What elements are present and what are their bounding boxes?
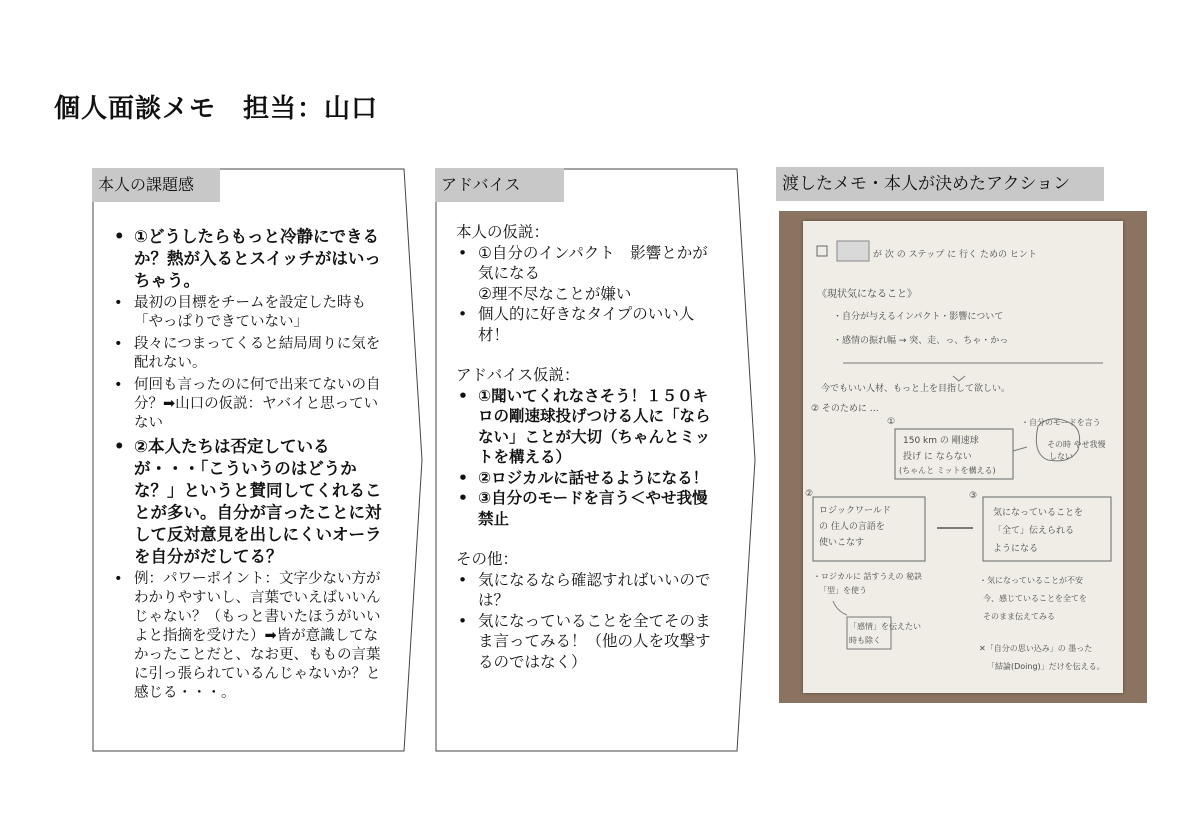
memo-note3-c: そのまま伝えてみる bbox=[983, 612, 1055, 621]
memo-line-5: 今でもいい人材、もっと上を目指して欲しい。 bbox=[821, 384, 1011, 394]
memo-box2-b: の 住人の言語を bbox=[819, 522, 885, 532]
memo-box3-b: 「全て」伝えられる bbox=[993, 526, 1075, 536]
memo-paper bbox=[803, 221, 1123, 693]
memo-note3-a: ・気になっていることが不安 bbox=[979, 576, 1083, 585]
memo-note4-b: 「結論(Doing)」だけを伝える。 bbox=[987, 662, 1105, 671]
memo-checkbox bbox=[817, 246, 827, 256]
memo-box1-c: (ちゃんと ミットを構える) bbox=[899, 466, 996, 475]
memo-note3-b: 今、感じていることを全てを bbox=[983, 594, 1087, 603]
advice-list bbox=[456, 243, 716, 346]
memo-box2-c: 使いこなす bbox=[819, 538, 865, 548]
issue-item: • 段々につまってくると結局周りに気を配れない。 bbox=[112, 335, 388, 373]
memo-note2-d: 時も除く bbox=[849, 636, 881, 645]
advice-item: • ①聞いてくれなさそう！１５０キロの剛速球投げつける人に「ならない」ことが大切（ちゃんとミットを構える） bbox=[456, 386, 716, 468]
memo-line-2: 《現状気になること》 bbox=[817, 289, 917, 300]
panel-advice-header: アドバイス bbox=[435, 168, 564, 202]
memo-note4-a: ✕「自分の思い込み」の 墨った bbox=[979, 644, 1093, 653]
advice-list bbox=[456, 386, 716, 530]
advice-item: • 気になっていることを全てそのまま言ってみる！（他の人を攻撃するのではなく） bbox=[456, 611, 716, 673]
issue-item: • ②本人たちは否定しているが・・・「こういうのはどうかな？」というと賛同してくれることが多い。自分が言ったことに対して反対意見を出しにくいオーラを自分がだしてる？ bbox=[112, 436, 388, 568]
memo-redacted-name bbox=[837, 241, 869, 261]
issue-item: • 最初の目標をチームを設定した時も「やっぱりできていない」 bbox=[112, 294, 388, 332]
memo-note1-b: その時 やせ我慢 bbox=[1047, 440, 1106, 449]
advice-section-title: 本人の仮説： bbox=[456, 223, 550, 241]
advice-item: • 気になるなら確認すればいいのでは？ bbox=[456, 570, 716, 611]
issue-item: • ①どうしたらもっと冷静にできるか？熱が入るとスイッチがはいっちゃう。 bbox=[112, 226, 388, 292]
section-gap bbox=[456, 345, 716, 365]
memo-box2-a: ロジックワールド bbox=[819, 506, 891, 516]
advice-section-title: アドバイス仮説： bbox=[456, 366, 580, 384]
memo-line-3: ・自分が与えるインパクト・影響について bbox=[833, 312, 1004, 322]
memo-line-1: が 次 の ステップ に 行く ための ヒント bbox=[873, 250, 1037, 260]
advice-item: • ③自分のモードを言う＜やせ我慢禁止 bbox=[456, 488, 716, 529]
memo-note2-b: 「型」を使う bbox=[819, 586, 867, 595]
advice-item: • ②ロジカルに話せるようになる！ bbox=[456, 468, 716, 489]
memo-num-1: ① bbox=[887, 417, 896, 427]
memo-curve-arrow-icon bbox=[833, 601, 847, 615]
advice-section-title: その他： bbox=[456, 550, 519, 568]
panel-issues-header: 本人の課題感 bbox=[92, 168, 220, 202]
memo-line-6: ② そのために … bbox=[811, 404, 879, 414]
memo-pointer-icon bbox=[1013, 447, 1027, 451]
page-title: 個人面談メモ 担当：山口 bbox=[54, 94, 379, 124]
memo-box3-c: ようになる bbox=[993, 544, 1039, 554]
issues-list-wrap bbox=[112, 226, 388, 706]
memo-line-4: ・感情の振れ幅 → 突、走、っ、ちゃ・かっ bbox=[833, 336, 1009, 346]
issues-list bbox=[112, 226, 388, 703]
advice-item: • ①自分のインパクト 影響とかが気になる ②理不尽なことが嫌い bbox=[456, 243, 716, 305]
memo-num-2: ② bbox=[805, 489, 814, 499]
advice-item: • 個人的に好きなタイプのいい人材！ bbox=[456, 304, 716, 345]
section-gap bbox=[456, 529, 716, 549]
advice-list bbox=[456, 570, 716, 673]
advice-content bbox=[456, 222, 716, 672]
issue-item: • 例：パワーポイント：文字少ない方がわかりやすいし、言葉でいえばいいんじゃない？（もっと書いたほうがいいよと指摘を受けた）➡皆が意識してなかったことだと、なお更、ももの言葉に引っ張られているんじゃないか？と感じる・・・。 bbox=[112, 570, 388, 703]
memo-note1-c: しない bbox=[1049, 452, 1073, 461]
memo-note1-a: ・自分のモードを言う bbox=[1021, 418, 1101, 427]
memo-note2-c: 「感情」を伝えたい bbox=[849, 622, 921, 631]
memo-note2-a: ・ロジカルに 話すうえの 秘訣 bbox=[813, 572, 923, 581]
memo-photo bbox=[779, 211, 1147, 703]
memo-num-3: ③ bbox=[969, 491, 978, 501]
memo-box1-a: 150 km の 剛速球 bbox=[903, 436, 979, 446]
panel-actions-header: 渡したメモ・本人が決めたアクション bbox=[776, 167, 1104, 201]
memo-box3-a: 気になっていることを bbox=[993, 508, 1084, 518]
memo-box1-b: 投げ に ならない bbox=[903, 452, 972, 462]
issue-item: • 何回も言ったのに何で出来てないの自分？➡山口の仮説：ヤバイと思っていない bbox=[112, 376, 388, 433]
